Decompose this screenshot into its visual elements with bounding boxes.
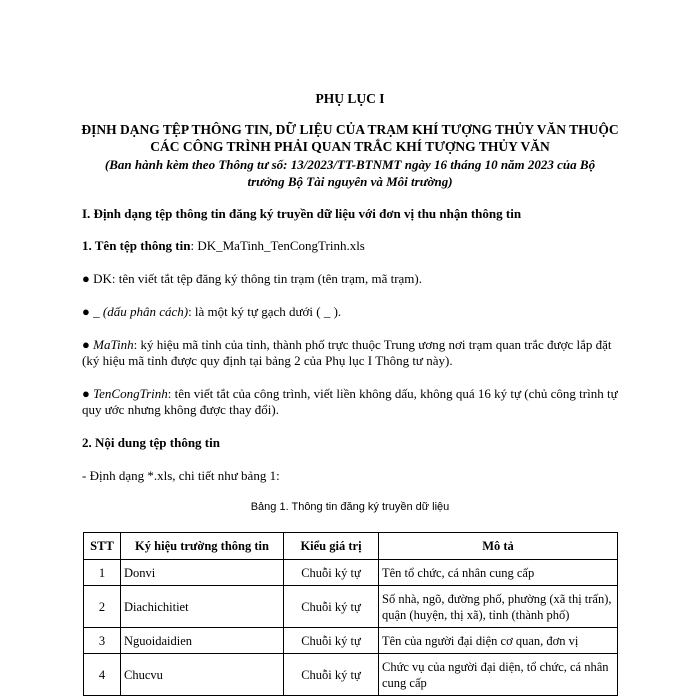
bullet-term: TenCongTrinh — [93, 386, 168, 401]
heading-line-2: CÁC CÔNG TRÌNH PHẢI QUAN TRẮC KHÍ TƯỢNG THỦY VĂN — [150, 139, 550, 154]
cell-description: Tên tổ chức, cá nhân cung cấp — [379, 560, 618, 586]
format-line: - Định dạng *.xls, chi tiết như bảng 1: — [82, 468, 280, 483]
cell-stt: 3 — [84, 628, 121, 654]
section-1-heading: I. Định dạng tệp thông tin đăng ký truyền dữ liệu với đơn vị thu nhận thông tin — [82, 206, 522, 221]
bullet-icon: ● — [82, 386, 90, 401]
cell-field: Chucvu — [121, 654, 284, 696]
cell-stt: 2 — [84, 586, 121, 628]
cell-type: Chuỗi ký tự — [284, 586, 379, 628]
cell-description: Số nhà, ngõ, đường phố, phường (xã thị trấn), quận (huyện, thị xã), tỉnh (thành phố) — [379, 586, 618, 628]
cell-field: Nguoidaidien — [121, 628, 284, 654]
cell-description: Tên của người đại diện cơ quan, đơn vị — [379, 628, 618, 654]
cell-stt: 1 — [84, 560, 121, 586]
cell-type: Chuỗi ký tự — [284, 654, 379, 696]
bullet-tencongtrinh — [82, 386, 622, 418]
table-row — [84, 560, 618, 586]
bullet-icon: ● — [82, 304, 90, 319]
cell-field: Donvi — [121, 560, 284, 586]
subtitle-line-1: (Ban hành kèm theo Thông tư số: 13/2023/TT-BTNMT ngày 16 tháng 10 năm 2023 của Bộ — [104, 157, 596, 172]
bullet-term: _ (dấu phân cách) — [93, 304, 189, 319]
cell-type: Chuỗi ký tự — [284, 628, 379, 654]
bullet-term: MaTinh — [93, 337, 134, 352]
subtitle-line-2: trưởng Bộ Tài nguyên và Môi trường) — [247, 174, 453, 189]
document-subtitle — [80, 156, 620, 190]
appendix-title: PHỤ LỤC I — [315, 91, 385, 106]
file-name-label: 1. Tên tệp thông tin — [82, 238, 191, 253]
bullet-text: : ký hiệu mã tỉnh của tỉnh, thành phố trực thuộc Trung ương nơi trạm quan trắc được lắp đặt (ký hiệu mã tỉnh được quy định tại bảng 2 của Phụ lục I Thông tư này). — [82, 337, 612, 368]
cell-field: Diachichitiet — [121, 586, 284, 628]
bullet-dk — [82, 271, 622, 287]
header-field: Ký hiệu trường thông tin — [121, 533, 284, 560]
cell-stt: 4 — [84, 654, 121, 696]
table-header-row — [84, 533, 618, 560]
header-description: Mô tả — [379, 533, 618, 560]
file-name-value: : DK_MaTinh_TenCongTrinh.xls — [190, 238, 365, 253]
bullet-icon: ● — [82, 271, 90, 286]
table-row — [84, 586, 618, 628]
header-stt: STT — [84, 533, 121, 560]
bullet-icon: ● — [82, 337, 90, 352]
table-row — [84, 654, 618, 696]
header-type: Kiểu giá trị — [284, 533, 379, 560]
bullet-text: : là một ký tự gạch dưới ( _ ). — [188, 304, 342, 319]
bullet-text: : tên viết tắt tệp đăng ký thông tin trạm (tên trạm, mã trạm). — [111, 271, 422, 286]
table-row — [84, 628, 618, 654]
bullet-term: DK — [93, 271, 112, 286]
bullet-matinh — [82, 337, 622, 369]
bullet-text: : tên viết tắt của công trình, viết liền không dấu, không quá 16 ký tự (chủ công trình tự quy ước nhưng không được thay đổi). — [82, 386, 618, 417]
cell-description: Chức vụ của người đại diện, tổ chức, cá nhân cung cấp — [379, 654, 618, 696]
document-heading — [80, 121, 620, 155]
section-2-heading: 2. Nội dung tệp thông tin — [82, 435, 220, 450]
file-name-line — [82, 238, 622, 254]
heading-line-1: ĐỊNH DẠNG TỆP THÔNG TIN, DỮ LIỆU CỦA TRẠM KHÍ TƯỢNG THỦY VĂN THUỘC — [81, 122, 619, 137]
cell-type: Chuỗi ký tự — [284, 560, 379, 586]
table-caption: Bảng 1. Thông tin đăng ký truyền dữ liệu — [250, 501, 450, 513]
data-table — [83, 532, 618, 696]
bullet-separator — [82, 304, 622, 320]
